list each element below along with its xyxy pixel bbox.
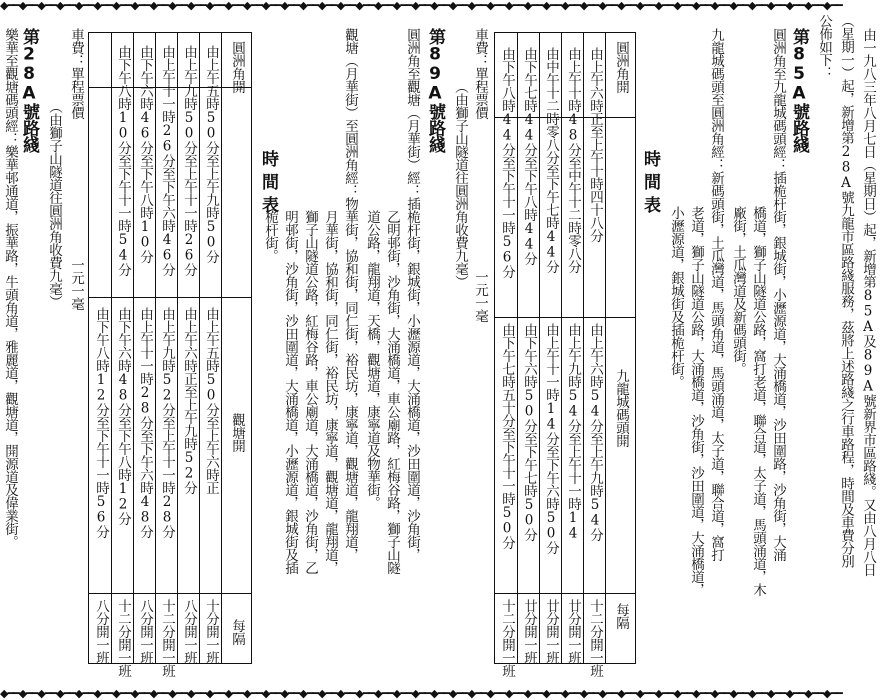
route-28a-title: 第28A號路綫	[19, 28, 39, 153]
route-89a-back-line-4: 明邨街，沙角街，沙田圍道，大涌橋道，小瀝源道，銀城街及插	[282, 210, 298, 574]
route-89a-row-2-from: 由上午九時50分至上午十一時26分	[181, 45, 197, 276]
route-89a-header-to: 觀塘開	[229, 413, 245, 452]
route-89a-row-1-from: 由上午五時50分至上午九時50分	[203, 45, 219, 263]
route-89a-row-3-from: 由上午十一時26分至下午六時46分	[159, 45, 175, 276]
route-85a-timetable	[494, 32, 636, 677]
route-85a-title: 第85A號路綫	[789, 28, 809, 153]
route-28a-out: 樂華至觀塘碼頭經：樂華邨通道，振華路，牛頭角道，雅麗道，觀塘道，開源道及偉業街。	[2, 28, 18, 548]
route-85a-row-4-from: 由下午七時44分至下午八時44分	[521, 47, 537, 265]
route-85a-out-line-2: 橋道，獅子山隧道公路，窩打老道，聯合道，太子道，馬頭涌道，木	[750, 206, 766, 596]
route-89a-header-interval: 每隔	[229, 619, 245, 645]
route-85a-out-line-3: 廠街，土瓜灣道及新碼頭街。	[730, 206, 746, 375]
route-89a-row-4-interval: 八分開一班	[137, 599, 153, 664]
route-85a-row-2-to: 由上午九時54分至上午十一時14	[565, 323, 581, 541]
route-85a-row-5-from: 由下午八時44分至下午十一時56分	[499, 47, 515, 278]
route-89a-row-1-to: 由上午五時50分至上午六時正	[203, 307, 219, 494]
route-85a-row-5-to: 由下午七時五十分至下午十一時50分	[499, 323, 515, 549]
intro-line-1: 由一九八三年八月七日（星期日）起，新增第85A及89A號新界市區路綫。又由八月八日	[860, 28, 876, 576]
route-89a-timetable-title: 時間表	[258, 150, 278, 219]
route-89a-row-5-interval: 十二分開一班	[115, 599, 131, 677]
route-85a-back-line-3: 小瀝源道，銀城街及插桅杆街。	[668, 206, 684, 388]
route-89a-fare: 一元一毫	[68, 258, 84, 310]
route-89a-out-line-2: 乙明邨街，沙角街，大涌橋道，車公廟路，紅梅谷路，獅子山隧	[384, 210, 400, 574]
route-85a-row-1-interval: 十二分開一班	[587, 599, 603, 677]
route-89a-back-line-2: 月華街，協和街，同仁街，裕民坊，康寧道，觀塘道，龍翔道，	[322, 210, 338, 574]
route-85a-header-from: 圓洲角開	[613, 41, 629, 93]
route-89a-row-2-interval: 八分開一班	[181, 599, 197, 664]
route-89a-header-from: 圓洲角開	[229, 41, 245, 93]
route-89a-row-3-to: 由上午九時52分至上午十一時28分	[159, 307, 175, 538]
route-85a-row-4-to: 由下午六時50分至下午七時50分	[521, 323, 537, 541]
route-85a-row-5-interval: 十二分開一班	[499, 599, 515, 677]
route-89a-out-line-3: 道公路，龍翔道，天橋，觀塘道，康寧道及物華街。	[364, 210, 380, 509]
route-85a-row-2-from: 由上午十時48分至中午十二時零八分	[565, 47, 581, 273]
route-89a-row-6-interval: 八分開一班	[93, 599, 109, 664]
route-89a-back-line-5: 桅杆街。	[262, 210, 278, 262]
bottom-decorative-border: ◆━━◆━━◆━━◆━━◆━━◆━━◆━━◆━━◆━━◆━━◆━━◆━━◆━━◆━━◆━━◆━━◆━━◆━━◆━━◆━━◆━━◆━━◆━━◆━━◆━━◆━━◆━━◆━━◆━━◆━━◆━━◆━━◆━━◆━━◆━━◆━━◆━━◆━━◆━━◆━━◆━━◆━━◆━━◆━━◆━━	[0, 688, 842, 700]
route-85a-row-2-interval: 廿分開一班	[565, 599, 581, 664]
route-89a-row-2-to: 由上午六時正至上午九時52分	[181, 307, 197, 494]
route-89a-row-1-interval: 十分開一班	[203, 599, 219, 664]
route-89a-row-4-from: 由下午六時46分至下午八時10分	[137, 45, 153, 263]
route-85a-header-to: 九龍城碼頭開	[613, 369, 629, 447]
route-89a-row-3-interval: 十二分開一班	[159, 599, 175, 677]
route-89a-timetable	[88, 32, 252, 677]
route-85a-fare: 一元一毫	[472, 270, 488, 322]
route-89a-out-line-1: 圓洲角至觀塘（月華街）經：插桅杆街，銀城街，小瀝源道，大涌橋道，沙田圍道，沙角街，	[404, 28, 420, 561]
route-85a-row-1-from: 由上午六時正至上午十時四十八分	[587, 47, 603, 242]
route-85a-row-1-to: 由上午六時54分至上午九時54分	[587, 323, 603, 541]
intro-line-3: 公佈如下：	[816, 14, 832, 79]
route-89a-title: 第89A號路綫	[425, 28, 445, 153]
route-85a-row-3-interval: 廿分開一班	[543, 599, 559, 664]
route-85a-row-4-interval: 廿分開一班	[521, 599, 537, 664]
route-89a-row-5-from: 由下午八時10分至下午十一時54分	[115, 45, 131, 276]
route-85a-back-line-1: 九龍城碼頭至圓洲角經：新碼頭街，土瓜灣道，馬頭角道，馬頭涌道，太子道，聯合道，窩打	[708, 28, 724, 561]
route-85a-fare-note: （由獅子山隧道往圓洲角收費九毫）	[452, 80, 468, 288]
route-85a-out-line-1: 圓洲角至九龍城碼頭經：插桅杆街，銀城街，小瀝源道，大涌橋道，沙田圍路，沙角街，大涌	[770, 28, 786, 561]
route-89a-row-6-to: 由下午八時12分至下午十一時56分	[93, 307, 109, 538]
route-89a-row-5-to: 由下午六時48分至下午八時12分	[115, 307, 131, 525]
route-89a-back-line-1: 觀塘（月華街）至圓洲角經：物華街，協和街，同仁街，裕民坊，康寧道，觀塘道，龍翔道，	[342, 28, 358, 561]
route-89a-back-line-3: 獅子山隧道公路，紅梅谷路，車公廟道，大涌橋道，沙角街，乙	[302, 210, 318, 574]
route-89a-row-4-to: 由上午十一時28分至下午六時48分	[137, 307, 153, 538]
route-85a-back-line-2: 老道，獅子山隧道公路，大涌橋道，沙角街，沙田圍道，大涌橋道，	[688, 206, 704, 596]
route-85a-timetable-title: 時間表	[640, 150, 660, 219]
route-85a-fare-label: 車費：單程票價	[472, 28, 488, 119]
route-89a-fare-note: （由獅子山隧道往圓洲角收費九毫）	[46, 100, 62, 308]
route-85a-row-3-to: 由上午十一時14分至下午六時50分	[543, 323, 559, 554]
route-85a-header-interval: 每隔	[613, 603, 629, 629]
route-89a-fare-label: 車費：單程票價	[68, 28, 84, 119]
route-85a-row-3-from: 由中午十二時零八分至下午七時44分	[543, 47, 559, 273]
top-decorative-border: ◆━━◆━━◆━━◆━━◆━━◆━━◆━━◆━━◆━━◆━━◆━━◆━━◆━━◆━━◆━━◆━━◆━━◆━━◆━━◆━━◆━━◆━━◆━━◆━━◆━━◆━━◆━━◆━━◆━━◆━━◆━━◆━━◆━━◆━━◆━━◆━━◆━━◆━━◆━━◆━━◆━━◆━━◆━━◆━━◆━━	[0, 0, 842, 12]
intro-line-2: （星期一）起，新增第28A號九龍市區路綫服務，茲將上述路綫之行車路程，時間及車費分別	[838, 14, 854, 568]
